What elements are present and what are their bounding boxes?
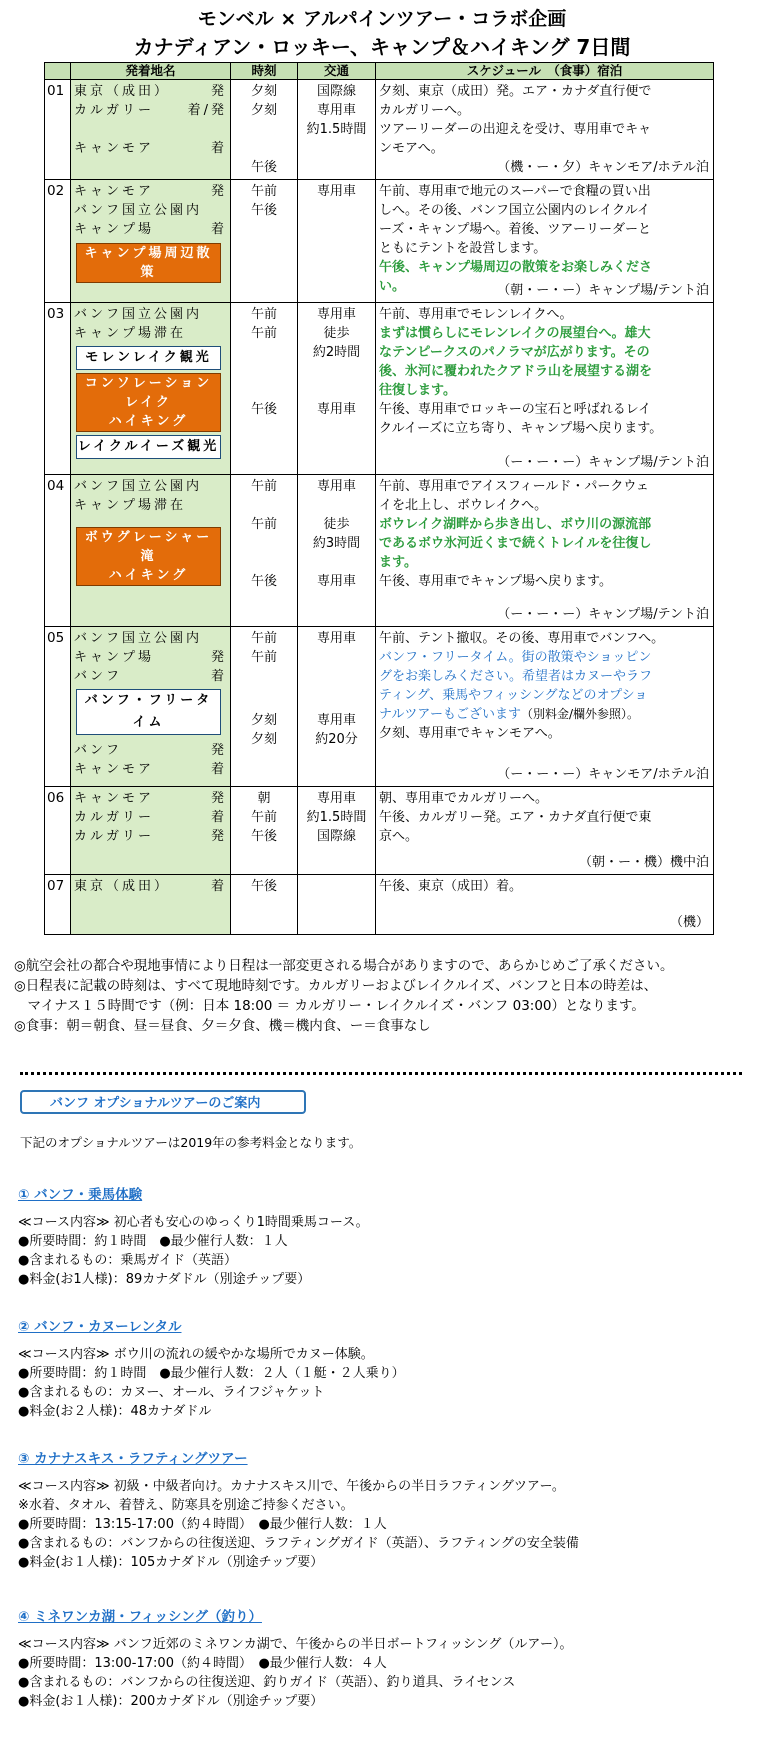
transport-cell: 専用車 [298, 180, 376, 303]
place-cell: バンフ国立公園内 キャンプ場 発 バンフ 着 バンフ・フリータイム バンフ 発 キャンモア 着 [71, 627, 231, 787]
schedule-cell: 午前、専用車でアイスフィールド・パークウェ イを北上し、ボウレイクへ。 ボウレイク湖畔から歩き出し、ボウ川の源流部 であるボウ氷河近くまで続くトレイルを往復し ます。 午後、専用車でキャンプ場へ戻ります。 （ー・ー・ー）キャンプ場/テント泊 [376, 475, 714, 627]
place-cell: キャンモア 発 カルガリー 着 カルガリー 発 [71, 787, 231, 875]
day-number: 03 [45, 303, 71, 475]
tour-line: ●所要時間：13:00-17:00（約４時間） ●最少催行人数：４人 [18, 1656, 387, 1671]
notes [14, 956, 759, 1036]
time-cell: 午前 午前 午後 [231, 303, 298, 475]
transport-cell: 専用車 専用車 約20分 [298, 627, 376, 787]
schedule-cell: 午前、テント撤収。その後、専用車でバンフへ。 バンフ・フリータイム。街の散策やショッピン グをお楽しみください。希望者はカヌーやラフ ティング、乗馬やフィッシングなどのオプショ ナルツアーもございます（別料金/欄外参照）。 夕刻、専用車でキャンモアへ。 （ー・ー・ー）キャンモア/ホテル泊 [376, 627, 714, 787]
schedule-cell: 午前、専用車で地元のスーパーで食糧の買い出 しへ。その後、バンフ国立公園内のレイクルイ ーズ・キャンプ場へ。着後、ツアーリーダーと ともにテントを設営します。 午後、キャンプ場周辺の散策をお楽しみくださ い。 （朝・ー・ー）キャンプ場/テント泊 [376, 180, 714, 303]
note-line: ◎航空会社の都合や現地事情により日程は一部変更される場合がありますので、あらかじめご了承ください。 [14, 958, 674, 974]
table-row-day-03 [45, 303, 714, 475]
time-cell: 午後 [231, 875, 298, 935]
optional-tour [18, 1450, 748, 1572]
transport-cell: 専用車 約1.5時間 国際線 [298, 787, 376, 875]
place-cell: キャンモア 発 バンフ国立公園内 キャンプ場 着 キャンプ場周辺散策 [71, 180, 231, 303]
dotted-divider [20, 1072, 742, 1075]
tour-line: ●含まれるもの：バンフからの往復送迎、釣りガイド（英語）、釣り道具、ライセンス [18, 1675, 516, 1690]
optional-tour [18, 1186, 748, 1289]
activity-badge: コンソレーション レイク ハイキング [76, 373, 221, 432]
optional-tour-title: ③ カナナスキス・ラフティングツアー [18, 1451, 248, 1467]
day-number: 02 [45, 180, 71, 303]
meal-lodging: （ー・ー・ー）キャンプ場/テント泊 [497, 607, 709, 622]
optional-tour [18, 1608, 748, 1711]
note-line: ◎食事：朝＝朝食、昼＝昼食、夕＝夕食、機＝機内食、ー＝食事なし [14, 1018, 431, 1034]
tour-line: ≪コース内容≫ 初心者も安心のゆっくり1時間乗馬コース。 [18, 1215, 369, 1230]
note-line: ◎日程表に記載の時刻は、すべて現地時刻です。カルガリーおよびレイクルイズ、バンフと日本の時差は、 [14, 978, 658, 994]
table-header-row [45, 63, 714, 80]
schedule-cell: 夕刻、東京（成田）発。エア・カナダ直行便で カルガリーへ。 ツアーリーダーの出迎えを受け、専用車でキャ ンモアへ。 （機・ー・夕）キャンモア/ホテル泊 [376, 80, 714, 180]
schedule-cell: 朝、専用車でカルガリーへ。 午後、カルガリー発。エア・カナダ直行便で東 京へ。 （朝・ー・機）機中泊 [376, 787, 714, 875]
meal-lodging: （朝・ー・ー）キャンプ場/テント泊 [497, 283, 709, 298]
tour-line: ≪コース内容≫ ボウ川の流れの緩やかな場所でカヌー体験。 [18, 1347, 374, 1362]
tour-line: ●料金(お1人様)：89カナダドル（別途チップ要） [18, 1272, 311, 1287]
note-line: マイナス１５時間です（例：日本 18:00 ＝ カルガリー・レイクルイズ・バンフ 03:00）となります。 [14, 998, 645, 1014]
optional-tour-title: ④ ミネワンカ湖・フィッシング（釣り） [18, 1609, 262, 1625]
activity-badge: モレンレイク観光 [76, 346, 221, 370]
header-transport: 交通 [298, 63, 376, 80]
time-cell: 朝 午前 午後 [231, 787, 298, 875]
time-cell: 午前 午後 [231, 180, 298, 303]
schedule-cell: 午前、専用車でモレンレイクへ。 まずは慣らしにモレンレイクの展望台へ。雄大 なテンピークスのパノラマが広がります。その 後、氷河に覆われたクアドラ山を展望する湖を 往復します。 午後、専用車でロッキーの宝石と呼ばれるレイ クルイーズに立ち寄り、キャンプ場へ戻ります。 （ー・ー・ー）キャンプ場/テント泊 [376, 303, 714, 475]
place-cell: バンフ国立公園内 キャンプ場滞在 モレンレイク観光 コンソレーション レイク ハイキング レイクルイーズ観光 [71, 303, 231, 475]
table-row-day-02 [45, 180, 714, 303]
tour-line: ●所要時間：約１時間 ●最少催行人数：１人 [18, 1234, 288, 1249]
tour-line: ●所要時間：約１時間 ●最少催行人数：２人（１艇・２人乗り） [18, 1366, 405, 1381]
tour-line: ●料金(お１人様)：200カナダドル（別途チップ要） [18, 1694, 324, 1709]
meal-lodging: （朝・ー・機）機中泊 [578, 855, 709, 870]
place-cell: 東京（成田） 着 [71, 875, 231, 935]
optional-tour-title: ① バンフ・乗馬体験 [18, 1187, 143, 1203]
table-row-day-07 [45, 875, 714, 935]
meal-lodging: （機・ー・夕）キャンモア/ホテル泊 [497, 160, 709, 175]
day-number: 01 [45, 80, 71, 180]
tour-line: ≪コース内容≫ 初級・中級者向け。カナナスキス川で、午後からの半日ラフティングツアー。 [18, 1479, 565, 1494]
optional-tour [18, 1318, 748, 1421]
activity-badge: バンフ・フリータイム [76, 689, 221, 735]
header-day [45, 63, 71, 80]
tour-line: ●含まれるもの：バンフからの往復送迎、ラフティングガイド（英語）、ラフティングの安全装備 [18, 1536, 579, 1551]
table-row-day-04 [45, 475, 714, 627]
transport-cell [298, 875, 376, 935]
header-place: 発着地名 [71, 63, 231, 80]
tour-line: ≪コース内容≫ バンフ近郊のミネワンカ湖で、午後からの半日ボートフィッシング（ルアー）。 [18, 1637, 573, 1652]
time-cell: 午前 午前 夕刻 夕刻 [231, 627, 298, 787]
day-number: 04 [45, 475, 71, 627]
table-row-day-06 [45, 787, 714, 875]
itinerary-table [44, 62, 714, 935]
page-title: モンベル × アルパインツアー・コラボ企画 [197, 8, 567, 30]
day-number: 06 [45, 787, 71, 875]
table-row-day-05 [45, 627, 714, 787]
tour-line: ●所要時間：13:15-17:00（約４時間） ●最少催行人数：１人 [18, 1517, 387, 1532]
optional-tour-heading: バンフ オプショナルツアーのご案内 [20, 1090, 306, 1114]
tour-line: ●料金(お２人様)：48カナダドル [18, 1404, 212, 1419]
schedule-cell: 午後、東京（成田）着。 （機） [376, 875, 714, 935]
place-cell: バンフ国立公園内 キャンプ場滞在 ボウグレーシャー滝 ハイキング [71, 475, 231, 627]
time-cell: 夕刻 夕刻 午後 [231, 80, 298, 180]
tour-line: ●含まれるもの：乗馬ガイド（英語） [18, 1253, 237, 1268]
table-row-day-01 [45, 80, 714, 180]
transport-cell: 専用車 徒歩 約2時間 専用車 [298, 303, 376, 475]
activity-badge: キャンプ場周辺散策 [76, 243, 221, 283]
activity-badge: ボウグレーシャー滝 ハイキング [76, 527, 221, 586]
header-schedule: スケジュール （食事）宿泊 [376, 63, 714, 80]
time-cell: 午前 午前 午後 [231, 475, 298, 627]
day-number: 05 [45, 627, 71, 787]
place-cell: 東京（成田） 発 カルガリー 着/発 キャンモア 着 [71, 80, 231, 180]
meal-lodging: （機） [669, 915, 709, 930]
tour-line: ※水着、タオル、着替え、防寒具を別途ご持参ください。 [18, 1498, 354, 1513]
page-subtitle: カナディアン・ロッキー、キャンプ＆ハイキング 7日間 [133, 35, 631, 59]
tour-line: ●含まれるもの：カヌー、オール、ライフジャケット [18, 1385, 325, 1400]
optional-intro: 下記のオプショナルツアーは2019年の参考料金となります。 [20, 1135, 362, 1150]
transport-cell: 専用車 徒歩 約3時間 専用車 [298, 475, 376, 627]
optional-tour-title: ② バンフ・カヌーレンタル [18, 1319, 182, 1335]
meal-lodging: （ー・ー・ー）キャンプ場/テント泊 [497, 455, 709, 470]
tour-line: ●料金(お１人様)：105カナダドル（別途チップ要） [18, 1555, 324, 1570]
header-time: 時刻 [231, 63, 298, 80]
activity-badge: レイクルイーズ観光 [76, 435, 221, 459]
transport-cell: 国際線 専用車 約1.5時間 [298, 80, 376, 180]
day-number: 07 [45, 875, 71, 935]
meal-lodging: （ー・ー・ー）キャンモア/ホテル泊 [497, 767, 709, 782]
